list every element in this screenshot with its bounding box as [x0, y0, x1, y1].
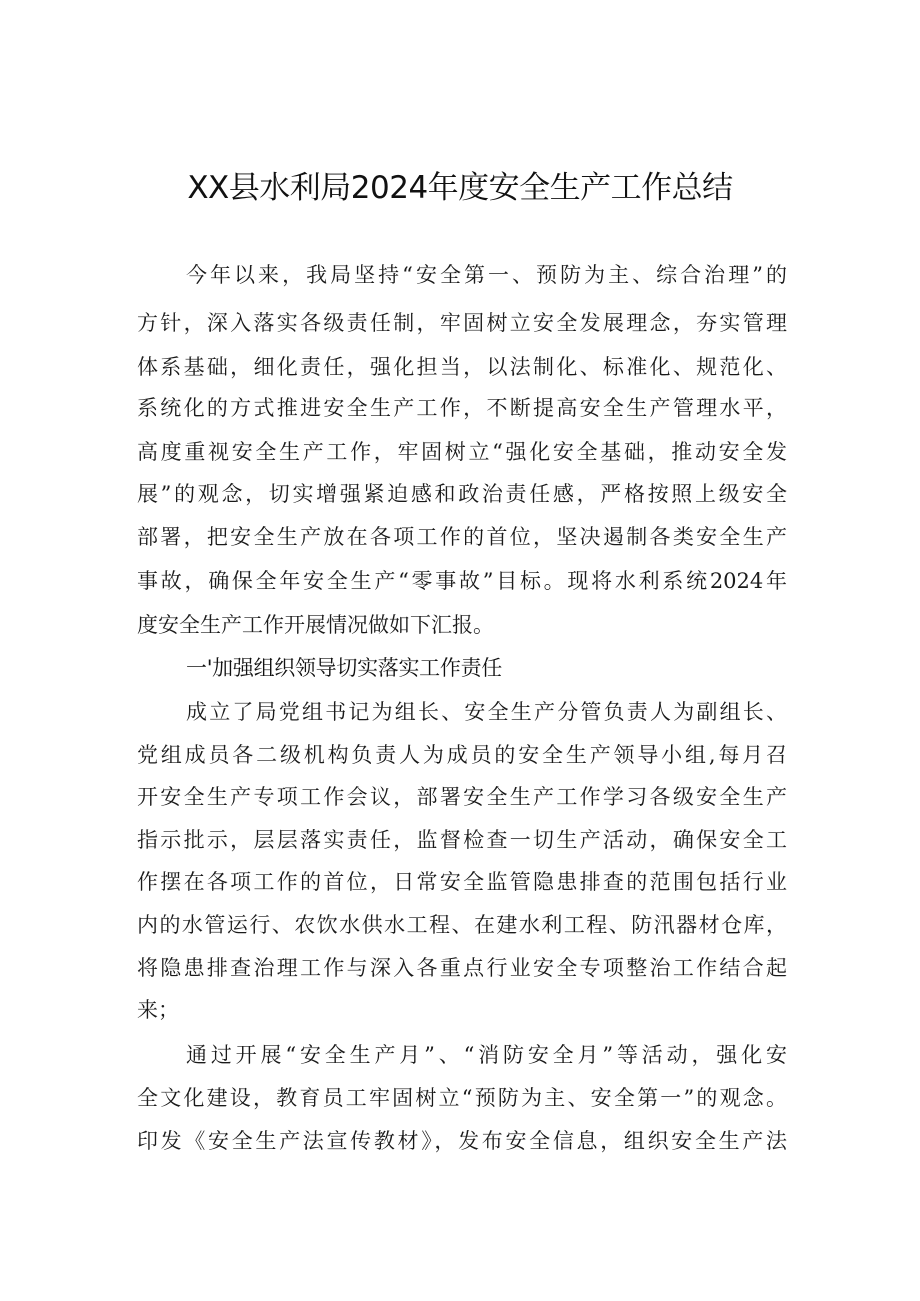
intro-line-1: 今年以来，我局坚持“安全第一、预防为主、综合治理”的	[186, 263, 787, 287]
section1-p2-line-1: 通过开展“安全生产月”、“消防安全月”等活动，强化安	[186, 1043, 787, 1067]
intro-line-9: 度安全生产工作开展情况做如下汇报。	[137, 613, 494, 637]
section1-p1-line-7: 将隐患排查治理工作与深入各重点行业安全专项整治工作结合起	[137, 956, 787, 980]
section1-p1-line-3: 开安全生产专项工作会议，部署安全生产工作学习各级安全生产	[137, 785, 787, 809]
intro-line-2: 方针，深入落实各级责任制，牢固树立安全发展理念，夯实管理	[137, 311, 787, 335]
section1-p1-line-4: 指示批示，层层落实责任，监督检查一切生产活动，确保安全工	[137, 828, 787, 852]
section1-p1-line-8: 来；	[137, 998, 179, 1022]
section-heading-1: 一'加强组织领导切实落实工作责任	[186, 656, 502, 680]
section1-p1-line-6: 内的水管运行、农饮水供水工程、在建水利工程、防汛器材仓库，	[137, 913, 787, 937]
intro-line-8: 事故，确保全年安全生产“零事故”目标。现将水利系统2024年	[137, 569, 787, 593]
intro-line-4: 系统化的方式推进安全生产工作，不断提高安全生产管理水平，	[137, 396, 787, 420]
section1-p2-line-3: 印发《安全生产法宣传教材》，发布安全信息，组织安全生产法	[137, 1129, 787, 1153]
intro-line-3: 体系基础，细化责任，强化担当，以法制化、标准化、规范化、	[137, 355, 787, 379]
intro-line-6: 展”的观念，切实增强紧迫感和政治责任感，严格按照上级安全	[137, 482, 787, 506]
intro-line-5: 高度重视安全生产工作，牢固树立“强化安全基础，推动安全发	[137, 440, 787, 464]
intro-line-7: 部署，把安全生产放在各项工作的首位，坚决遏制各类安全生产	[137, 525, 787, 549]
section1-p1-line-5: 作摆在各项工作的首位，日常安全监管隐患排查的范围包括行业	[137, 870, 787, 894]
section1-p1-line-1: 成立了局党组书记为组长、安全生产分管负责人为副组长、	[186, 700, 787, 724]
section1-p1-line-2: 党组成员各二级机构负责人为成员的安全生产领导小组,每月召	[137, 743, 787, 767]
document-title: XX县水利局2024年度安全生产工作总结	[187, 170, 733, 206]
section1-p2-line-2: 全文化建设，教育员工牢固树立“预防为主、安全第一”的观念。	[137, 1086, 787, 1110]
